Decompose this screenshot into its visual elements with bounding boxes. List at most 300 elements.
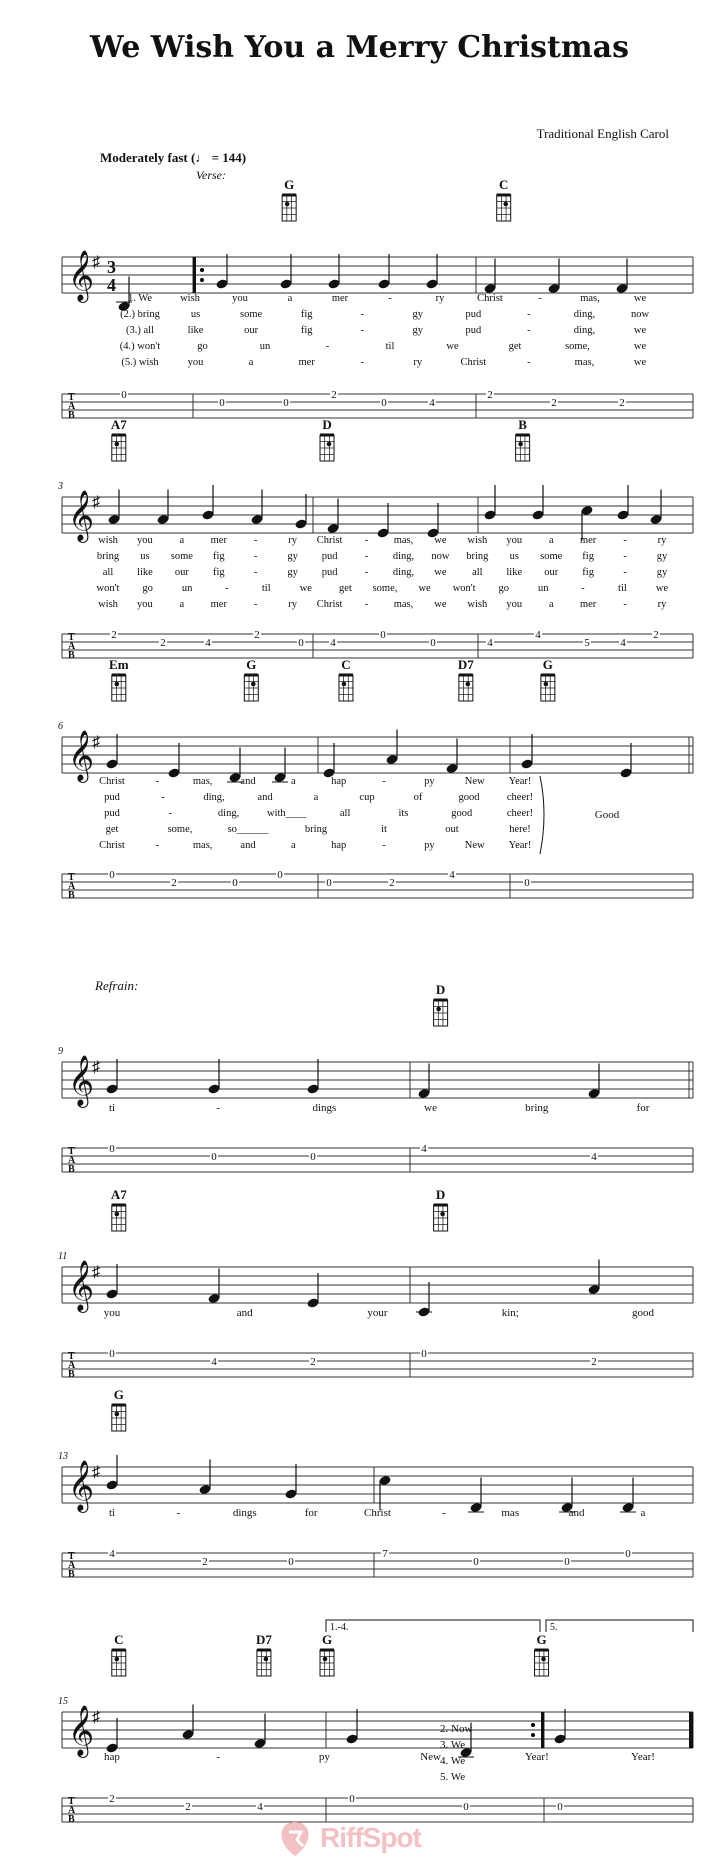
lyric-syllable: you [103,1307,121,1319]
music-system [62,435,693,661]
lyric-syllable: mer [579,535,597,546]
chord-finger-dot [503,202,508,207]
lyric-syllable: gy [412,325,424,336]
tab-fret-number: 0 [109,1348,115,1360]
lyric-syllable: dings [232,1507,257,1519]
tab-fret-number: 0 [232,877,238,889]
tab-fret-number: 0 [381,397,387,409]
lyric-syllable: fig [212,551,225,562]
lyric-syllable: - [155,840,160,851]
music-system [62,1000,693,1175]
tab-fret-number: 0 [121,389,127,401]
time-signature: 4 [107,275,116,295]
lyric-syllable: bring [96,551,120,562]
lyric-syllable: fig [212,567,225,578]
lyric-syllable: (3.) all [126,325,154,336]
lyric-syllable: you [506,599,523,610]
lyric-syllable: py [318,1751,330,1763]
tab-fret-number: 0 [109,869,115,881]
ukulele-chord-diagram [339,675,353,701]
key-signature-sharp: ♯ [92,1264,100,1281]
chord-name: D [435,1187,446,1202]
lyric-syllable: - [388,293,392,304]
chord-name: G [246,657,257,672]
tab-fret-number: 2 [109,1793,115,1805]
lyric-syllable: Good [594,809,620,821]
chord-name: D [435,982,446,997]
tab-clef-letter: T [68,632,75,643]
lyric-syllable: some, [167,824,193,835]
lyric-syllable: mer [210,599,227,610]
lyric-syllable: of [413,792,423,803]
tab-clef-letter: B [68,650,75,661]
lyric-syllable: - [382,776,386,787]
tab-fret-number: 0 [109,1143,115,1155]
lyric-syllable: we [434,567,447,578]
tab-fret-number: 4 [205,637,211,649]
lyric-syllable: Christ [316,535,343,546]
lyric-syllable: Year! [508,840,532,851]
music-system [62,1620,693,1825]
lyric-syllable: - [216,1751,221,1763]
lyric-syllable: good [458,792,480,803]
lyric-syllable: a [179,535,185,546]
chord-name: Em [109,657,129,672]
tablature [62,869,693,901]
tab-clef-letter: T [68,872,75,883]
ukulele-chord-diagram [541,675,555,701]
lyric-syllable: get [105,824,119,835]
lyric-syllable: - [325,341,330,352]
tab-clef-letter: A [68,1805,76,1816]
lyric-syllable: go [498,583,509,594]
tablature [62,1348,693,1380]
ukulele-chord-diagram [112,1205,126,1231]
measure-number: 15 [58,1696,68,1707]
lyric-syllable: - [382,840,386,851]
lyric-syllable: mas, [192,776,213,787]
repeat-dot [531,1733,535,1737]
lyric-syllable: get [508,341,522,352]
tab-fret-number: 4 [591,1151,597,1163]
tab-fret-number: 0 [557,1801,563,1813]
lyric-syllable: ding, [573,325,596,336]
chord-finger-dot [440,1212,445,1217]
music-system [62,1405,693,1580]
repeat-barline [193,257,196,293]
lyric-syllable: - [527,309,531,320]
tab-fret-number: 0 [421,1348,427,1360]
ukulele-chord-diagram [112,435,126,461]
refrain-label: Refrain: [95,978,139,993]
lyric-syllable: pud [465,309,482,320]
tab-fret-number: 2 [331,389,337,401]
lyric-syllable: ry [435,293,445,304]
lyric-syllable: now [630,309,650,320]
tab-fret-number: 2 [551,397,557,409]
tab-clef-letter: T [68,1146,75,1157]
chord-name: D7 [255,1632,272,1647]
lyric-syllable: gy [287,567,298,578]
lyric-syllable: til [385,341,395,352]
ukulele-chord-diagram [257,1650,271,1676]
lyric-syllable: - [253,567,258,578]
tab-fret-number: 4 [535,629,541,641]
tab-fret-number: 0 [430,637,436,649]
lyric-syllable: we [299,583,312,594]
key-signature-sharp: ♯ [92,734,100,751]
tab-clef-letter: T [68,392,75,403]
lyric-syllable: good [451,808,473,819]
lyric-syllable: Year! [508,776,532,787]
lyric-syllable: its [398,808,409,819]
lyric-syllable: a [640,1507,646,1519]
chord-finger-dot [436,1007,441,1012]
lyric-syllable: mas, [393,535,414,546]
measure-number: 6 [58,721,63,732]
measure-number: 13 [58,1451,68,1462]
lyric-syllable: us [509,551,519,562]
lyric-syllable: mas, [580,293,600,304]
repeat-barline [541,1712,544,1748]
chord-name: A7 [110,417,127,432]
tab-clef-letter: B [68,410,75,421]
key-signature-sharp: ♯ [92,1059,100,1076]
ukulele-chord-diagram [112,1405,126,1431]
ukulele-chord-diagram [244,675,258,701]
lyric-syllable: gy [412,309,424,320]
tablature [62,629,693,661]
tab-fret-number: 2 [160,637,166,649]
lyric-syllable: cheer! [506,808,534,819]
lyric-syllable: some [240,309,263,320]
chord-name: C [114,1632,124,1647]
composer-credit: Traditional English Carol [536,126,669,141]
tab-clef-letter: A [68,401,76,412]
lyric-syllable: ding, [203,792,225,803]
measure-number: 3 [58,481,63,492]
music-system [62,1205,693,1380]
treble-clef: 𝄞 [68,1056,95,1105]
verse-start-word: 3. We [440,1739,466,1751]
lyric-syllable: cheer! [506,792,534,803]
lyric-syllable: us [140,551,150,562]
lyric-syllable: us [190,309,201,320]
chord-finger-dot [323,1657,328,1662]
chord-name: A7 [110,1187,127,1202]
tab-fret-number: 4 [487,637,493,649]
lyric-syllable: like [187,325,204,336]
lyric-syllable: a [248,357,254,368]
treble-clef: 𝄞 [68,491,95,540]
volta-bracket [326,1620,540,1632]
verse-start-word: 4. We [440,1755,466,1767]
tab-fret-number: 2 [591,1356,597,1368]
lyric-syllable: here! [509,824,531,835]
music-system [62,675,693,901]
tab-fret-number: 2 [310,1356,316,1368]
lyric-syllable: like [506,567,523,578]
lyric-syllable: mer [298,357,315,368]
tab-clef-letter: B [68,1569,75,1580]
chord-finger-dot [518,442,523,447]
lyric-syllable: some [540,551,563,562]
lyric-syllable: won't [452,583,476,594]
lyric-syllable: and [568,1507,585,1519]
lyric-syllable: - [623,551,627,562]
tab-fret-number: 4 [429,397,435,409]
lyric-syllable: we [424,1102,438,1114]
tab-fret-number: 0 [219,397,225,409]
tab-fret-number: 4 [257,1801,263,1813]
lyric-syllable: wish [98,535,118,546]
lyric-syllable: mas, [192,840,213,851]
tab-fret-number: 7 [382,1548,388,1560]
ukulele-chord-diagram [282,195,296,221]
lyric-syllable: ry [413,357,423,368]
lyric-syllable: ry [288,535,298,546]
lyric-syllable: un [181,583,193,594]
lyric-syllable: til [261,583,271,594]
lyric-syllable: gy [287,551,298,562]
tab-fret-number: 4 [620,637,626,649]
chord-finger-dot [114,442,119,447]
ukulele-chord-diagram [459,675,473,701]
lyric-syllable: Christ [477,293,503,304]
lyric-syllable: - [360,357,364,368]
quarter-note-icon: ♩ [195,150,209,165]
chord-name: G [542,657,553,672]
lyric-syllable: we [633,357,647,368]
lyric-syllable: so______ [227,824,269,835]
tab-fret-number: 0 [524,877,530,889]
lyric-syllable: a [179,599,185,610]
lyric-syllable: ti [108,1102,116,1114]
lyric-syllable: py [424,776,435,787]
chord-finger-dot [327,442,332,447]
lyric-syllable: you [137,535,153,546]
tab-fret-number: 4 [211,1356,217,1368]
lyric-syllable: won't [96,583,120,594]
lyric-syllable: New [464,840,485,851]
tab-clef-letter: A [68,1360,76,1371]
lyric-syllable: - [364,567,369,578]
ukulele-chord-diagram [497,195,511,221]
lyric-syllable: Year! [524,1751,549,1763]
lyric-syllable: mas, [393,599,414,610]
lyric-syllable: we [446,341,459,352]
lyric-syllable: hap [104,1751,120,1763]
lyric-syllable: un [538,583,549,594]
lyric-syllable: you [506,535,523,546]
tempo-bpm: 144 [222,150,242,165]
lyric-syllable: - [155,776,160,787]
tab-fret-number: 0 [211,1151,217,1163]
lyric-syllable: our [244,325,259,336]
lyric-syllable: ding, [573,309,596,320]
tab-fret-number: 0 [473,1556,479,1568]
tablature [62,389,693,421]
treble-clef: 𝄞 [68,1261,95,1310]
tempo-marking: Moderately fast (♩ = 144) [100,150,247,165]
lyric-syllable: our [174,567,189,578]
tab-fret-number: 0 [326,877,332,889]
lyric-syllable: gy [656,551,668,562]
chord-name: G [113,1387,124,1402]
tab-fret-number: 0 [625,1548,631,1560]
ukulele-chord-diagram [434,1205,448,1231]
lyric-syllable: like [137,567,153,578]
lyric-syllable: now [431,551,450,562]
riffspot-logo [275,1818,455,1858]
lyric-syllable: go [197,341,208,352]
measure-number: 11 [58,1251,68,1262]
lyric-syllable: - [216,1102,221,1114]
tab-clef-letter: B [68,1814,75,1825]
chord-finger-dot [285,202,290,207]
lyric-syllable: fig [300,325,313,336]
ukulele-chord-diagram [535,1650,549,1676]
lyric-syllable: our [544,567,559,578]
tab-fret-number: 0 [349,1793,355,1805]
lyric-syllable: dings [312,1102,337,1114]
lyric-syllable: wish [467,535,488,546]
lyric-syllable: you [232,293,248,304]
lyric-syllable: (4.) won't [119,341,161,352]
verse-start-word: 2. Now [440,1723,473,1735]
tab-fret-number: 2 [254,629,260,641]
lyric-syllable: a [290,776,296,787]
lyric-syllable: - [364,535,369,546]
chord-name: B [518,417,527,432]
lyric-syllable: pud [104,792,120,803]
tab-fret-number: 2 [653,629,659,641]
tab-fret-number: 5 [584,637,590,649]
lyric-syllable: - [527,357,531,368]
lyric-syllable: un [259,341,271,352]
tempo-text: Moderately fast [100,150,188,165]
chord-finger-dot [264,1657,269,1662]
tab-clef-letter: B [68,890,75,901]
lyric-syllable: pud [104,808,120,819]
lyric-syllable: ding, [392,551,415,562]
volta-label: 1.-4. [330,1622,349,1633]
volta-label: 5. [550,1622,558,1633]
lyric-syllable: gy [656,567,668,578]
lyric-syllable: Christ [99,840,125,851]
lyric-syllable: - [623,599,627,610]
tablature [62,1548,693,1580]
lyric-syllable: - [168,808,173,819]
tab-clef-letter: B [68,1164,75,1175]
tab-clef-letter: A [68,881,76,892]
tab-fret-number: 0 [283,397,289,409]
tab-fret-number: 2 [619,397,625,409]
ukulele-chord-diagram [516,435,530,461]
measure-number: 9 [58,1046,63,1057]
tab-clef-letter: B [68,1369,75,1380]
lyric-syllable: Christ [316,599,343,610]
lyric-syllable: - [360,325,364,336]
tab-fret-number: 0 [564,1556,570,1568]
lyric-syllable: get [339,583,352,594]
lyric-syllable: pud [321,551,338,562]
ukulele-chord-diagram [434,1000,448,1026]
lyric-syllable: and [236,1307,253,1319]
tab-fret-number: 4 [330,637,336,649]
key-signature-sharp: ♯ [92,254,100,271]
lyric-syllable: out [445,824,459,835]
lyric-syllable: New [464,776,485,787]
lyric-syllable: pud [465,325,482,336]
lyric-syllable: - [581,583,585,594]
lyric-syllable: we [418,583,431,594]
lyric-syllable: and [240,840,256,851]
lyric-syllable: all [472,567,483,578]
lyric-syllable: mer [210,535,227,546]
lyric-syllable: for [304,1507,318,1519]
repeat-dot [200,278,204,282]
lyric-syllable: fig [582,567,594,578]
tab-fret-number: 0 [298,637,304,649]
lyric-syllable: Christ [364,1507,391,1519]
music-system [62,195,693,421]
lyric-syllable: wish [180,293,200,304]
lyric-syllable: ding, [392,567,415,578]
ukulele-chord-diagram [320,1650,334,1676]
tab-fret-number: 2 [389,877,395,889]
lyric-syllable: - [253,551,258,562]
tab-clef-letter: A [68,1155,76,1166]
lyric-syllable: ry [657,535,667,546]
chord-finger-dot [114,1657,119,1662]
lyric-syllable: we [434,599,447,610]
ukulele-chord-diagram [320,435,334,461]
tab-clef-letter: T [68,1351,75,1362]
chord-name: D7 [457,657,474,672]
tab-fret-number: 4 [449,869,455,881]
lyric-syllable: - [364,599,369,610]
tab-fret-number: 4 [421,1143,427,1155]
tab-fret-number: 2 [487,389,493,401]
chord-name: C [341,657,351,672]
tab-clef-letter: A [68,641,76,652]
time-signature: 3 [107,257,116,277]
lyric-syllable: a [287,293,293,304]
chord-name: G [321,1632,333,1647]
chord-finger-dot [251,682,256,687]
lyric-syllable: a [290,840,296,851]
lyric-syllable: all [339,808,351,819]
lyric-syllable: - [176,1507,181,1519]
lyric-syllable: ti [108,1507,116,1519]
lyric-syllable: bring [466,551,489,562]
lyric-syllable: we [434,535,447,546]
treble-clef: 𝄞 [68,1706,95,1755]
lyric-syllable: New [420,1751,441,1763]
ukulele-chord-diagram [112,1650,126,1676]
lyric-syllable: cup [359,792,375,803]
lyric-syllable: - [623,535,627,546]
chord-finger-dot [466,682,471,687]
lyric-syllable: - [253,599,258,610]
riffspot-logo-icon [275,1818,315,1858]
lyric-syllable: py [424,840,435,851]
tab-fret-number: 4 [109,1548,115,1560]
lyric-syllable: ry [657,599,667,610]
lyric-syllable: mas, [574,357,595,368]
lyric-syllable: some, [565,341,590,352]
